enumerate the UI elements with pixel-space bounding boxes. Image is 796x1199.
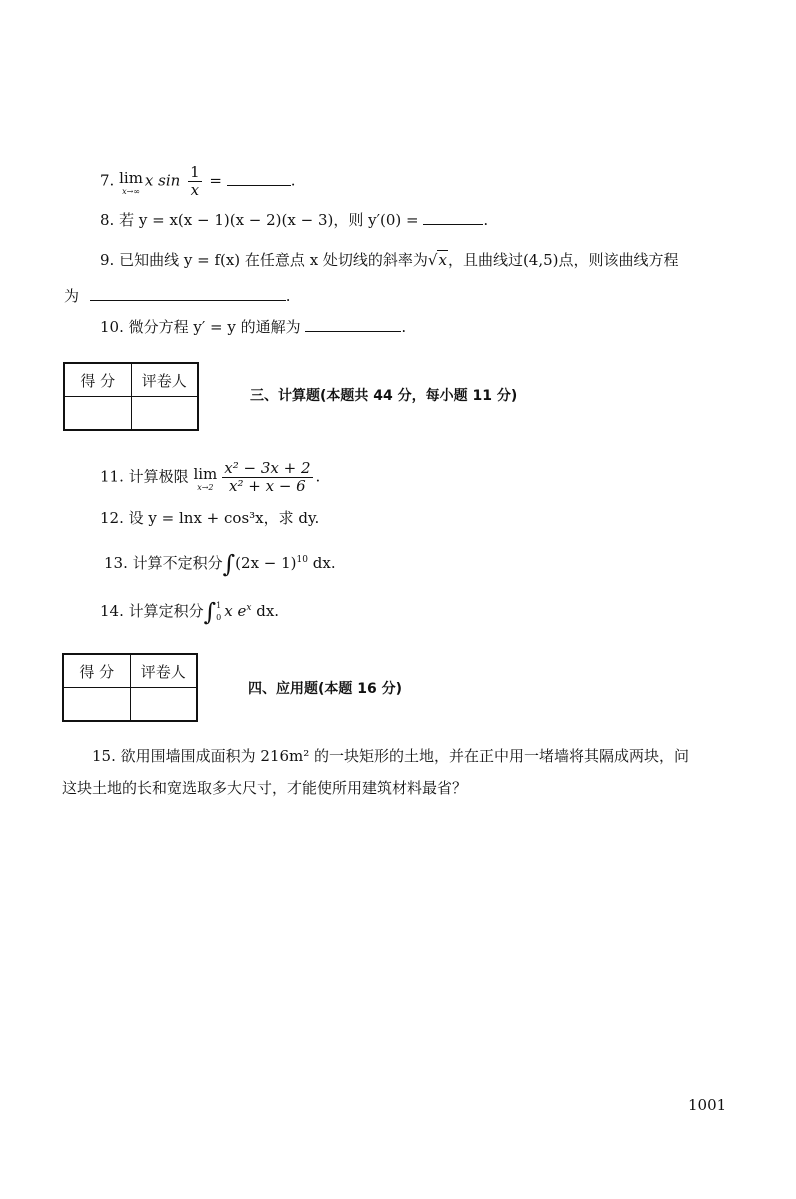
question-number: 9. <box>100 251 115 269</box>
grader-label: 评卷人 <box>131 363 198 397</box>
question-11: 11. 计算极限 lim x→2 $\frac{\text{x² − 3x + 2}}{\text{x² + x − 6}}$ . <box>100 459 321 495</box>
answer-blank[interactable] <box>227 171 291 186</box>
score-cell[interactable] <box>64 397 131 431</box>
grader-label: 评卷人 <box>130 654 197 688</box>
question-number: 11. <box>100 467 124 486</box>
question-number: 8. <box>100 211 115 229</box>
section-3-heading: 三、计算题(本题共 44 分，每小题 11 分) <box>250 388 518 404</box>
question-14: 14. 计算定积分∫ 1 0 x $e^x$ dx. <box>100 598 280 626</box>
score-table-section-3 <box>63 362 199 431</box>
fraction: $\frac{\text{x² − 3x + 2}}{\text{x² + x − 6}}$ <box>224 459 311 495</box>
question-number: 14. <box>100 602 124 620</box>
page-number: 1001 <box>688 1096 727 1114</box>
score-label: 得 分 <box>64 363 131 397</box>
limit-operator: lim x→∞ <box>119 168 143 196</box>
answer-blank[interactable] <box>305 317 401 332</box>
question-15-continued: 这块土地的长和宽选取多大尺寸，才能使所用建筑材料最省？ <box>62 779 468 797</box>
question-number: 13. <box>104 554 128 572</box>
question-9-continued: 为 . <box>64 287 291 305</box>
integral-sign: ∫ <box>203 598 217 626</box>
grader-cell[interactable] <box>131 397 198 431</box>
fraction: $\frac{1}{x}$ <box>190 163 200 199</box>
square-root: √x <box>427 251 447 269</box>
question-7: 7. lim x→∞ x sin $\frac{1}{x}$ = . <box>100 163 296 199</box>
limit-operator: lim x→2 <box>193 464 218 492</box>
question-number: 10. <box>100 318 124 336</box>
score-table-section-4 <box>62 653 198 722</box>
grader-cell[interactable] <box>130 688 197 722</box>
question-number: 12. <box>100 509 124 527</box>
question-9: 9. 已知曲线 y = f(x) 在任意点 x 处切线的斜率为√x，且曲线过(4,5)点，则该曲线方程 <box>100 251 679 269</box>
integral-sign: ∫ <box>222 550 236 578</box>
question-10: 10. 微分方程 y′ = y 的通解为 . <box>100 318 407 336</box>
integral-limits: 1 0 <box>216 601 222 622</box>
question-number: 7. <box>100 171 115 190</box>
section-4-heading: 四、应用题(本题 16 分) <box>248 681 403 697</box>
answer-blank[interactable] <box>423 210 483 225</box>
question-number: 15. <box>92 747 116 765</box>
answer-blank[interactable] <box>90 286 286 301</box>
question-15: 15. 欲用围墙围成面积为 216m² 的一块矩形的土地，并在正中用一堵墙将其隔成两块，问 <box>92 747 690 765</box>
score-label: 得 分 <box>63 654 130 688</box>
question-12: 12. 设 y = lnx + cos³x，求 dy. <box>100 509 320 527</box>
question-8: 8. 若 y = x(x − 1)(x − 2)(x − 3)，则 y′(0) = . <box>100 211 489 229</box>
question-13: 13. 计算不定积分$\int(2x - 1)^{10}$ dx. <box>104 550 336 578</box>
score-cell[interactable] <box>63 688 130 722</box>
